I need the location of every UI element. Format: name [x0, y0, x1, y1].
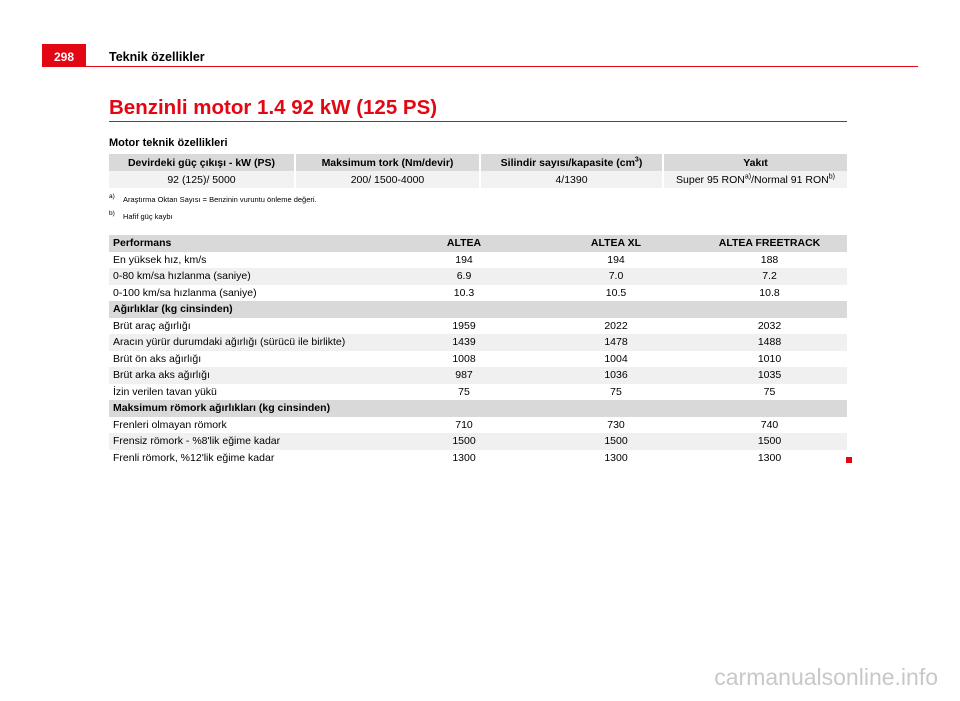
altea-xl-value: 194 — [540, 252, 692, 269]
row-label: İzin verilen tavan yükü — [109, 384, 388, 401]
footnote-b — [109, 212, 317, 229]
table-row — [109, 252, 847, 269]
altea-value: 710 — [388, 417, 540, 434]
table-row — [109, 384, 847, 401]
altea-value: 194 — [388, 252, 540, 269]
engine-table-caption: Motor teknik özellikleri — [109, 137, 228, 149]
engine-table-header — [109, 154, 847, 171]
col-torque: Maksimum tork (Nm/devir) — [295, 154, 480, 171]
watermark: carmanualsonline.info — [714, 664, 938, 690]
group-heading: Maksimum römork ağırlıkları (kg cinsinden) — [109, 400, 847, 417]
altea-value: 1300 — [388, 450, 540, 467]
section-title: Teknik özellikler — [109, 50, 205, 64]
altea-xl-value: 7.0 — [540, 268, 692, 285]
altea-value: 1500 — [388, 433, 540, 450]
engine-specs-table — [109, 154, 847, 188]
freetrack-value: 2032 — [692, 318, 847, 335]
header-divider — [86, 66, 918, 67]
altea-value: 1959 — [388, 318, 540, 335]
altea-value: 1008 — [388, 351, 540, 368]
freetrack-value: 1488 — [692, 334, 847, 351]
col-cylinders: Silindir sayısı/kapasite $(cm^3)$ — [480, 154, 663, 171]
row-label: Brüt araç ağırlığı — [109, 318, 388, 335]
altea-xl-value: 1300 — [540, 450, 692, 467]
col-altea: ALTEA — [388, 235, 540, 252]
altea-xl-value: 10.5 — [540, 285, 692, 302]
group-row — [109, 400, 847, 417]
table-row — [109, 285, 847, 302]
table-row — [109, 367, 847, 384]
col-altea-freetrack: ALTEA FREETRACK — [692, 235, 847, 252]
row-label: Frenleri olmayan römork — [109, 417, 388, 434]
table-row — [109, 417, 847, 434]
torque-value: 200/ 1500-4000 — [295, 171, 480, 188]
footnotes — [109, 195, 317, 229]
freetrack-value: 1035 — [692, 367, 847, 384]
footnote-text: Araştırma Oktan Sayısı = Benzinin vuruntu önleme değeri. — [123, 195, 317, 204]
table-row — [109, 351, 847, 368]
table-row — [109, 268, 847, 285]
col-altea-xl: ALTEA XL — [540, 235, 692, 252]
page-title: Benzinli motor 1.4 92 kW (125 PS) — [109, 96, 438, 119]
row-label: Brüt arka aks ağırlığı — [109, 367, 388, 384]
altea-xl-value: 730 — [540, 417, 692, 434]
altea-value: 987 — [388, 367, 540, 384]
freetrack-value: 740 — [692, 417, 847, 434]
row-label: En yüksek hız, km/s — [109, 252, 388, 269]
performance-table — [109, 235, 847, 466]
page-header — [42, 44, 918, 67]
group-row — [109, 301, 847, 318]
altea-value: 10.3 — [388, 285, 540, 302]
footnote-text: Hafif güç kaybı — [123, 212, 173, 221]
freetrack-value: 7.2 — [692, 268, 847, 285]
altea-xl-value: 1004 — [540, 351, 692, 368]
freetrack-value: 1500 — [692, 433, 847, 450]
table-row — [109, 433, 847, 450]
engine-table-row — [109, 171, 847, 188]
col-fuel: Yakıt — [663, 154, 847, 171]
row-label: 0-80 km/sa hızlanma (saniye) — [109, 268, 388, 285]
title-divider — [109, 121, 847, 122]
cylinders-value: 4/1390 — [480, 171, 663, 188]
power-value: 92 (125)/ 5000 — [109, 171, 295, 188]
footnote-marker: a) — [109, 193, 115, 200]
freetrack-value: 10.8 — [692, 285, 847, 302]
altea-xl-value: 1036 — [540, 367, 692, 384]
footnote-a — [109, 195, 317, 212]
col-power: Devirdeki güç çıkışı - kW (PS) — [109, 154, 295, 171]
row-label: Frenli römork, %12'lik eğime kadar — [109, 450, 388, 467]
end-marker — [846, 457, 852, 463]
altea-value: 6.9 — [388, 268, 540, 285]
altea-value: 75 — [388, 384, 540, 401]
group-heading: Ağırlıklar (kg cinsinden) — [109, 301, 847, 318]
fuel-value: Super 95 RON$^{a)}$/Normal 91 RON$^{b)}$ — [663, 171, 847, 188]
col-performans: Performans — [109, 235, 388, 252]
freetrack-value: 188 — [692, 252, 847, 269]
freetrack-value: 1010 — [692, 351, 847, 368]
performance-table-header — [109, 235, 847, 252]
table-row — [109, 334, 847, 351]
altea-value: 1439 — [388, 334, 540, 351]
altea-xl-value: 1478 — [540, 334, 692, 351]
row-label: Frensiz römork - %8'lik eğime kadar — [109, 433, 388, 450]
freetrack-value: 1300 — [692, 450, 847, 467]
row-label: 0-100 km/sa hızlanma (saniye) — [109, 285, 388, 302]
altea-xl-value: 1500 — [540, 433, 692, 450]
footnote-marker: b) — [109, 210, 115, 217]
table-row — [109, 318, 847, 335]
row-label: Brüt ön aks ağırlığı — [109, 351, 388, 368]
row-label: Aracın yürür durumdaki ağırlığı (sürücü ile birlikte) — [109, 334, 388, 351]
table-row — [109, 450, 847, 467]
altea-xl-value: 75 — [540, 384, 692, 401]
page-number: 298 — [42, 44, 86, 67]
freetrack-value: 75 — [692, 384, 847, 401]
altea-xl-value: 2022 — [540, 318, 692, 335]
